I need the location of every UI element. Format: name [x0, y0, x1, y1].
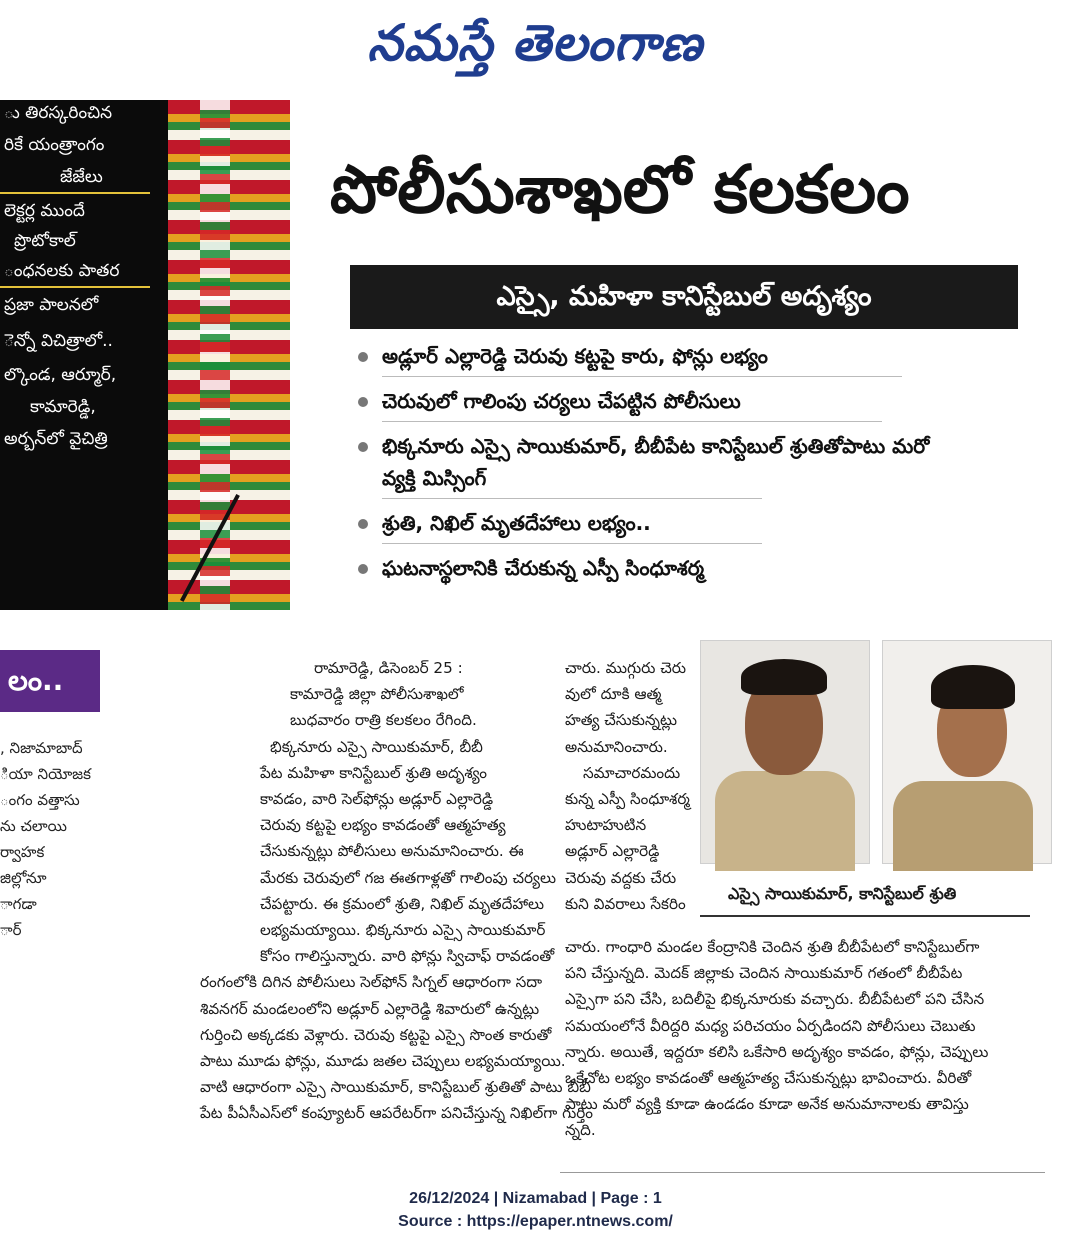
- left-story-tag: లం..: [0, 650, 100, 712]
- article-line: పేట మహిళా కానిస్టేబుల్ శ్రుతి అదృశ్యం: [260, 763, 487, 782]
- article-line: చెరువు కట్టపై లభ్యం కావడంతో ఆత్మహత్య: [260, 816, 506, 835]
- bullet-icon: [358, 352, 368, 362]
- left-col-line: ను చలాయి: [0, 817, 67, 835]
- left-col-line: జిల్లోనూ: [0, 869, 47, 887]
- article-line: వులో దూకి ఆత్మ: [565, 685, 662, 704]
- article-line: చారు. గాంధారి మండల కేంద్రానికి చెందిన శ్రుతి బీబీపేటలో కానిస్టేబుల్‌గా: [565, 938, 980, 956]
- article-line: ఎస్సైగా పని చేసి, బదిలీపై భిక్కనూరుకు వచ్చారు. బీబీపేటలో పని చేసిన: [565, 990, 985, 1009]
- article-line: కోసం గాలిస్తున్నారు. వారి ఫోన్లు స్విచాఫ్ రావడంతో: [260, 947, 555, 966]
- article-line: బుధవారం రాత్రి కలకలం రేగింది.: [290, 711, 477, 730]
- article-line: కామారెడ్డి జిల్లా పోలీసుశాఖలో: [290, 685, 464, 704]
- bullet-icon: [358, 564, 368, 574]
- hair-shape: [741, 659, 827, 695]
- uniform-shape: [715, 771, 855, 871]
- left-story-line: లెక్టర్ల ముందే: [4, 201, 85, 221]
- uniform-shape: [893, 781, 1033, 871]
- left-story-line: అర్బన్‌లో వైచిత్రి: [4, 429, 108, 449]
- photo-caption: ఎస్సై సాయికుమార్, కానిస్టేబుల్ శ్రుతి: [728, 884, 957, 903]
- caption-rule: [700, 915, 1030, 917]
- article-line: పాటు మరో వ్యక్తి కూడా ఉండడం కూడా అనేక అనుమానాలకు తావిస్తు: [565, 1095, 969, 1114]
- article-line: చారు. ముగ్గురు చెరు: [565, 659, 686, 677]
- highlight-text: ఘటనాస్థలానికి చేరుకున్న ఎస్పీ సింధూశర్మ: [382, 556, 705, 580]
- highlight-text: భిక్కనూరు ఎస్సై సాయికుమార్, బీబీపేట కానిస్టేబుల్ శ్రుతితోపాటు మరో వ్యక్తి మిస్సింగ్: [382, 434, 930, 490]
- photo-si-saikumar: [700, 640, 870, 864]
- article-line: పేట పీఏసీఎస్‌లో కంప్యూటర్ ఆపరేటర్‌గా పనిచేస్తున్న నిఖిల్‌గా గుర్తిం: [200, 1104, 593, 1123]
- article-line: మేరకు చెరువులో గజ ఈతగాళ్లతో గాలింపు చర్యలు: [260, 868, 557, 887]
- footer-edition-info: 26/12/2024 | Nizamabad | Page : 1: [409, 1190, 662, 1207]
- article-line: గుర్తించి అక్కడకు వెళ్లారు. చెరువు కట్టపై ఎస్సై సొంత కారుతో: [200, 1025, 552, 1044]
- left-story-line: ప్రజా పాలనలో: [4, 295, 99, 315]
- bullet-icon: [358, 442, 368, 452]
- left-col-line: ంగం వత్తాసు: [0, 791, 80, 809]
- article-line: న్నారు. అయితే, ఇద్దరూ కలిసి ఒకేసారి అదృశ్యం కావడం, ఫోన్లు, చెప్పులు: [565, 1042, 989, 1061]
- headline: పోలీసుశాఖలో కలకలం: [330, 151, 910, 228]
- article-line: న్నది.: [565, 1121, 596, 1140]
- highlight-item: [356, 507, 956, 544]
- article-line: కుని వివరాలు సేకరిం: [565, 894, 686, 913]
- article-line: లభ్యమయ్యాయి. భిక్కనూరు ఎస్సై సాయికుమార్: [260, 921, 546, 940]
- highlight-text: అడ్లూర్ ఎల్లారెడ్డి చెరువు కట్టపై కారు, ఫోన్లు లభ్యం: [382, 344, 768, 368]
- article-line: అనుమానించారు.: [565, 737, 668, 756]
- left-col-line: ార్: [0, 921, 22, 939]
- highlight-text: శ్రుతి, నిఖిల్ మృతదేహాలు లభ్యం..: [382, 511, 651, 535]
- left-story-divider: [0, 286, 150, 288]
- left-story-line: జేజేలు: [60, 167, 103, 187]
- subheadline: ఎస్సై, మహిళా కానిస్టేబుల్ అదృశ్యం: [350, 265, 1018, 329]
- left-story-panel: [0, 100, 290, 610]
- hair-shape: [931, 665, 1015, 709]
- left-story-column: [0, 735, 130, 943]
- left-col-line: ియా నియోజక: [0, 765, 91, 783]
- left-col-line: , నిజామాబాద్: [0, 739, 83, 757]
- photo-constable-sruthi: [882, 640, 1052, 864]
- article-line: కున్న ఎస్పీ సింధూశర్మ: [565, 790, 690, 809]
- highlight-rule: [382, 498, 762, 499]
- article-end-rule: [560, 1172, 1045, 1173]
- bullet-icon: [358, 397, 368, 407]
- left-story-line: ంధనలకు పాతర: [4, 261, 120, 281]
- article-column-2: [565, 655, 693, 917]
- article-line: భిక్కనూరు ఎస్సై సాయికుమార్, బీబీ: [270, 737, 483, 756]
- left-story-divider: [0, 192, 150, 194]
- masthead-logo: నమస్తే తెలంగాణ: [367, 14, 703, 72]
- article-line: పాటు మూడు ఫోన్లు, మూడు జతల చెప్పులు లభ్యమయ్యాయి.: [200, 1052, 566, 1071]
- left-story-line: రికే యంత్రాంగం: [4, 135, 105, 155]
- left-story-text: [0, 100, 170, 452]
- left-story-line: ల్కొండ, ఆర్మూర్,: [4, 365, 117, 385]
- highlight-item: [356, 430, 942, 499]
- article-line: చేపట్టారు. ఈ క్రమంలో శ్రుతి, నిఖిల్ మృతదేహాలు: [260, 894, 545, 913]
- article-line: హుటాహుటిన: [565, 816, 647, 835]
- article-line: ఒకేచోట లభ్యం కావడంతో ఆత్మహత్య చేసుకున్నట్లు భావించారు. వీరితో: [565, 1069, 972, 1088]
- article-line: సమయంలోనే వీరిద్దరి మధ్య పరిచయం ఏర్పడిందని పోలీసులు చెబుతు: [565, 1016, 976, 1035]
- highlight-item: [356, 340, 956, 377]
- article-column-1: [200, 655, 593, 1127]
- highlight-rule: [382, 421, 882, 422]
- article-line: పని చేస్తున్నది. మెదక్ జిల్లాకు చెందిన సాయికుమార్ గతంలో బీబీపేట: [565, 964, 963, 983]
- article-line: సమాచారమందు: [583, 763, 681, 782]
- highlight-item: [356, 385, 956, 422]
- left-story-line: ు తిరస్కరించిన: [4, 103, 113, 123]
- left-story-line: కామారెడ్డి,: [30, 397, 96, 417]
- highlight-rule: [382, 376, 902, 377]
- highlight-text: చెరువులో గాలింపు చర్యలు చేపట్టిన పోలీసులు: [382, 389, 741, 413]
- bullet-icon: [358, 519, 368, 529]
- article-column-3: [565, 934, 1050, 1144]
- article-line: వాటి ఆధారంగా ఎస్సై సాయికుమార్, కానిస్టేబుల్ శ్రుతితో పాటు బీబీ: [200, 1078, 591, 1097]
- left-col-line: ర్వాహక: [0, 843, 45, 861]
- footer-source: Source : https://epaper.ntnews.com/: [398, 1213, 673, 1230]
- highlight-item: [356, 552, 956, 584]
- article-line: రామారెడ్డి, డిసెంబర్ 25 :: [314, 659, 463, 677]
- article-line: చెరువు వద్దకు చేరు: [565, 868, 677, 887]
- article-line: హత్య చేసుకున్నట్లు: [565, 711, 678, 730]
- article-line: కావడం, వారి సెల్‌ఫోన్లు అడ్లూర్ ఎల్లారెడ్డి: [260, 790, 494, 809]
- article-line: అడ్లూర్ ఎల్లారెడ్డి: [565, 842, 660, 861]
- left-col-line: ాగడా: [0, 895, 37, 913]
- left-story-line: ెన్నో విచిత్రాలో..: [4, 331, 113, 351]
- highlights-list: [356, 340, 956, 584]
- article-line: రంగంలోకి దిగిన పోలీసులు సెల్‌ఫోన్ సిగ్నల్ ఆధారంగా సదా: [200, 973, 543, 992]
- left-story-line: ప్రొటోకాల్: [14, 231, 76, 251]
- article-line: చేసుకున్నట్లు పోలీసులు అనుమానించారు. ఈ: [260, 842, 524, 861]
- article-line: శివనగర్ మండలంలోని అడ్లూర్ ఎల్లారెడ్డి శివారులో ఉన్నట్లు: [200, 999, 540, 1018]
- highlight-rule: [382, 543, 762, 544]
